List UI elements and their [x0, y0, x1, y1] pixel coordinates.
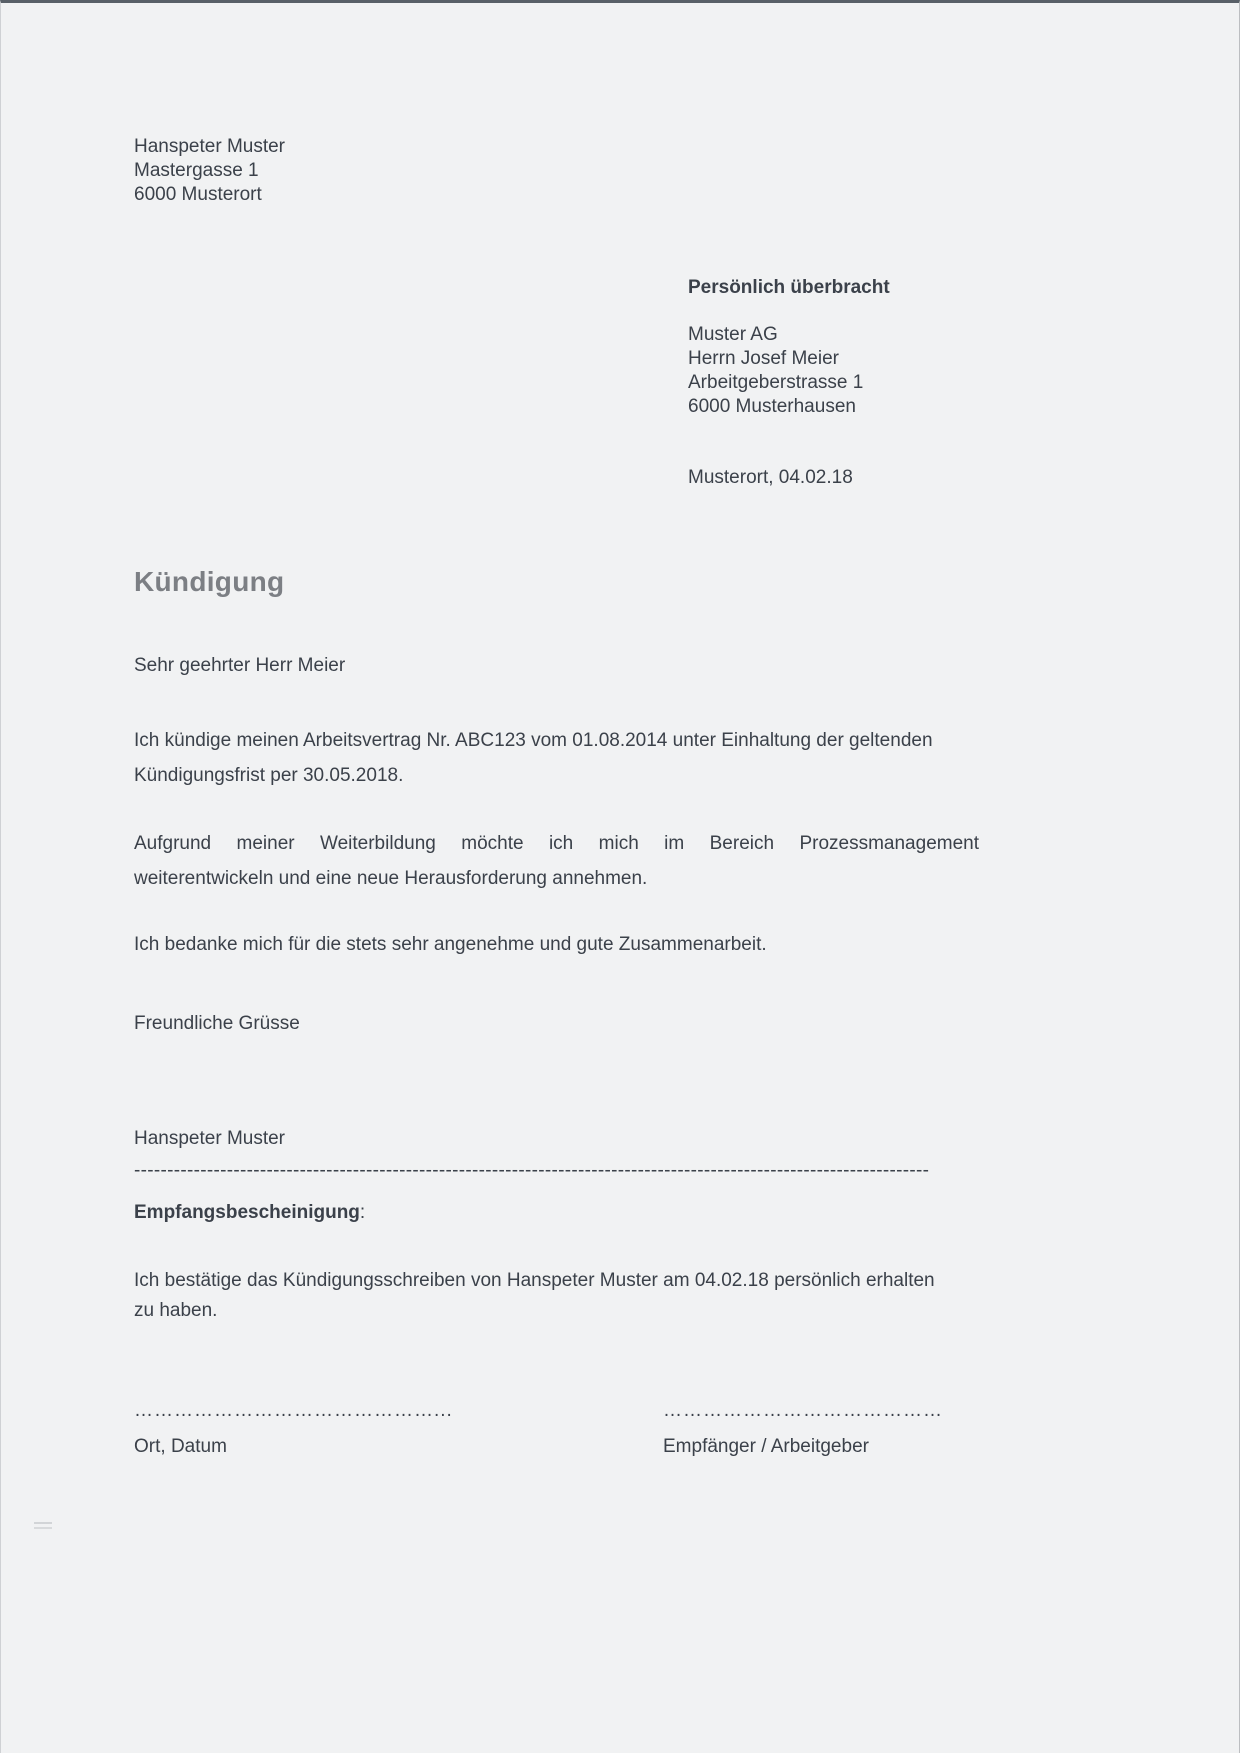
sender-address — [134, 135, 285, 207]
recipient-person: Herrn Josef Meier — [688, 348, 839, 369]
date-line: Musterort, 04.02.18 — [688, 467, 853, 488]
letter-heading: Kündigung — [134, 566, 285, 597]
recipient-street: Arbeitgeberstrasse 1 — [688, 372, 864, 393]
signature-line-right: …………………………………… — [663, 1400, 943, 1421]
receipt-line: zu haben. — [134, 1300, 218, 1321]
paragraph-reason — [134, 826, 979, 896]
signature-name: Hanspeter Muster — [134, 1128, 286, 1149]
paragraph-thanks: Ich bedanke mich für die stets sehr angenehme und gute Zusammenarbeit. — [134, 934, 767, 955]
sender-name: Hanspeter Muster — [134, 136, 286, 157]
corner-mark — [34, 1522, 52, 1531]
paragraph-line: weiterentwickeln und eine neue Herausforderung annehmen. — [134, 868, 648, 889]
sender-city: 6000 Musterort — [134, 184, 262, 205]
salutation: Sehr geehrter Herr Meier — [134, 655, 346, 676]
receipt-body — [134, 1266, 996, 1326]
paragraph-line: Kündigungsfrist per 30.05.2018. — [134, 765, 404, 786]
receipt-title-colon: : — [359, 1202, 366, 1223]
receipt-line: Ich bestätige das Kündigungsschreiben von Hanspeter Muster am 04.02.18 persönlich erhalten — [134, 1270, 935, 1291]
receipt-title: Empfangsbescheinigung — [134, 1202, 360, 1223]
paragraph-line: Aufgrund meiner Weiterbildung möchte ich mich im Bereich Prozessmanagement — [134, 833, 979, 854]
separator-dashes: ------------------------------------------------------------------------------------------------------------------------ — [134, 1160, 930, 1181]
closing: Freundliche Grüsse — [134, 1013, 300, 1034]
label-place-date: Ort, Datum — [134, 1436, 227, 1457]
delivery-note: Persönlich überbracht — [688, 277, 890, 298]
paragraph-line: Ich kündige meinen Arbeitsvertrag Nr. ABC123 vom 01.08.2014 unter Einhaltung der geltenden — [134, 730, 933, 751]
receipt-heading — [134, 1201, 365, 1225]
recipient-city: 6000 Musterhausen — [688, 396, 856, 417]
label-recipient-employer: Empfänger / Arbeitgeber — [663, 1436, 869, 1457]
recipient-company: Muster AG — [688, 324, 778, 345]
paragraph-termination — [134, 723, 996, 793]
signature-line-left: ………………………………………... — [134, 1400, 453, 1421]
recipient-address — [688, 323, 863, 419]
sender-street: Mastergasse 1 — [134, 160, 259, 181]
